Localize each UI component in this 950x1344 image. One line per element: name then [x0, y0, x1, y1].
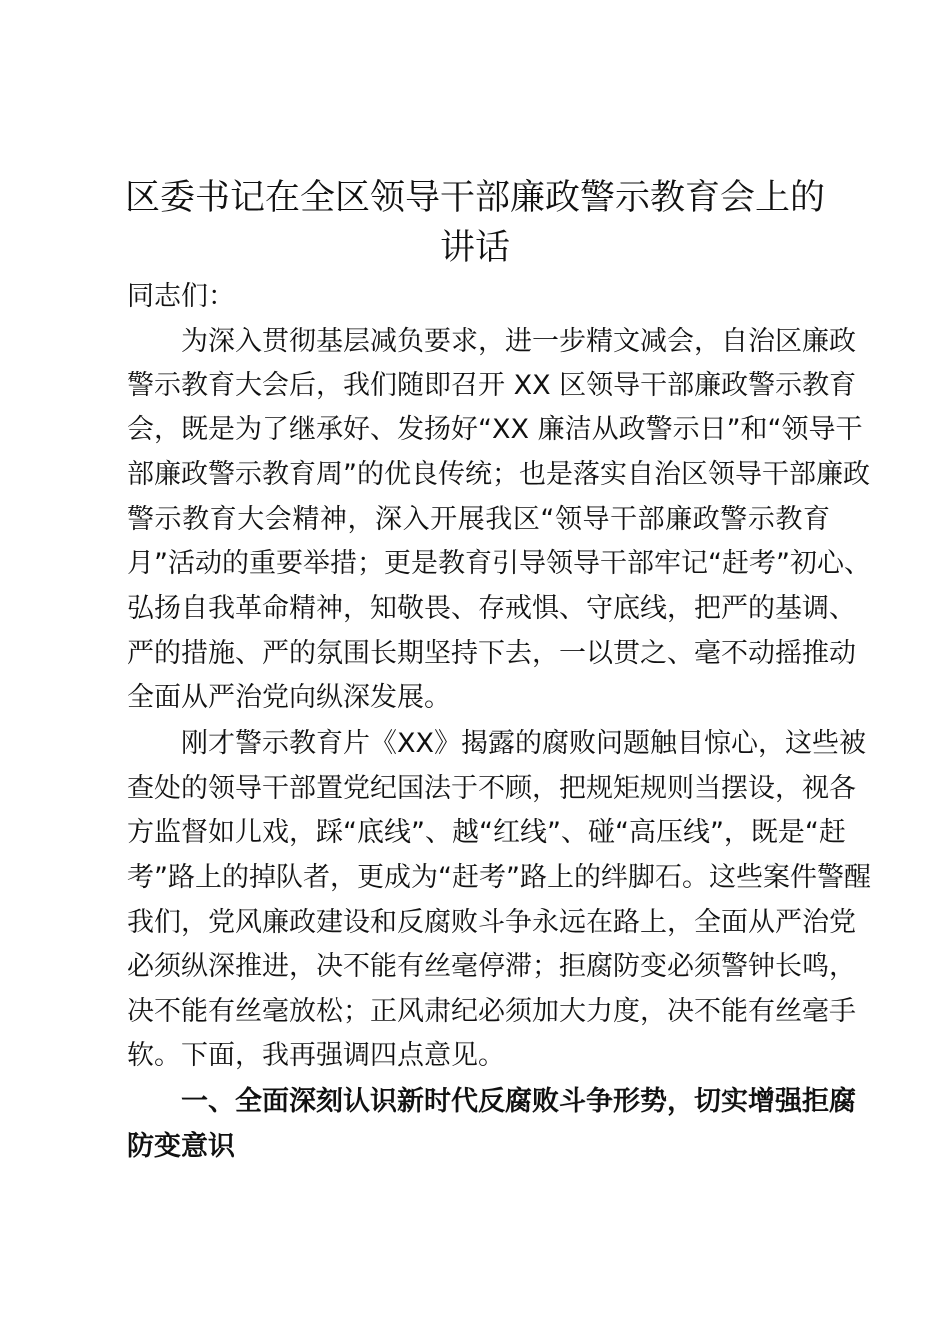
paragraph-2-line-6: 必须纵深推进，决不能有丝毫停滞；拒腐防变必须警钟长鸣，	[127, 951, 856, 982]
paragraph-1-line-2: 警示教育大会后，我们随即召开 XX 区领导干部廉政警示教育	[127, 370, 857, 401]
paragraph-1-line-7: 弘扬自我革命精神，知敬畏、存戒惧、守底线，把严的基调、	[127, 593, 856, 624]
paragraph-1-line-5: 警示教育大会精神，深入开展我区“领导干部廉政警示教育	[127, 504, 830, 535]
paragraph-2-line-4: 考”路上的掉队者，更成为“赶考”路上的绊脚石。这些案件警醒	[127, 862, 871, 893]
paragraph-1-line-9: 全面从严治党向纵深发展。	[127, 682, 451, 713]
paragraph-2-line-5: 我们，党风廉政建设和反腐败斗争永远在路上，全面从严治党	[127, 907, 856, 938]
section-heading-line-1: 一、全面深刻认识新时代反腐败斗争形势，切实增强拒腐	[181, 1086, 856, 1117]
paragraph-2-line-2: 查处的领导干部置党纪国法于不顾，把规矩规则当摆设，视各	[127, 773, 856, 804]
paragraph-1-line-8: 严的措施、严的氛围长期坚持下去，一以贯之、毫不动摇推动	[127, 638, 856, 669]
section-heading-line-2: 防变意识	[127, 1131, 235, 1162]
paragraph-2-line-1: 刚才警示教育片《XX》揭露的腐败问题触目惊心，这些被	[181, 728, 866, 759]
paragraph-2-line-8: 软。下面，我再强调四点意见。	[127, 1040, 505, 1071]
document-title-line-1: 区委书记在全区领导干部廉政警示教育会上的	[124, 178, 825, 218]
paragraph-1-line-1: 为深入贯彻基层减负要求，进一步精文减会，自治区廉政	[181, 326, 856, 357]
paragraph-1-line-3: 会，既是为了继承好、发扬好“XX 廉洁从政警示日”和“领导干	[127, 414, 863, 445]
document-title-line-2: 讲话	[439, 228, 510, 268]
salutation: 同志们：	[127, 281, 235, 312]
paragraph-2-line-3: 方监督如儿戏，踩“底线”、越“红线”、碰“高压线”，既是“赶	[127, 817, 846, 848]
paragraph-1-line-6: 月”活动的重要举措；更是教育引导领导干部牢记“赶考”初心、	[127, 548, 871, 579]
paragraph-1-line-4: 部廉政警示教育周”的优良传统；也是落实自治区领导干部廉政	[127, 459, 870, 490]
paragraph-2-line-7: 决不能有丝毫放松；正风肃纪必须加大力度，决不能有丝毫手	[127, 996, 856, 1027]
